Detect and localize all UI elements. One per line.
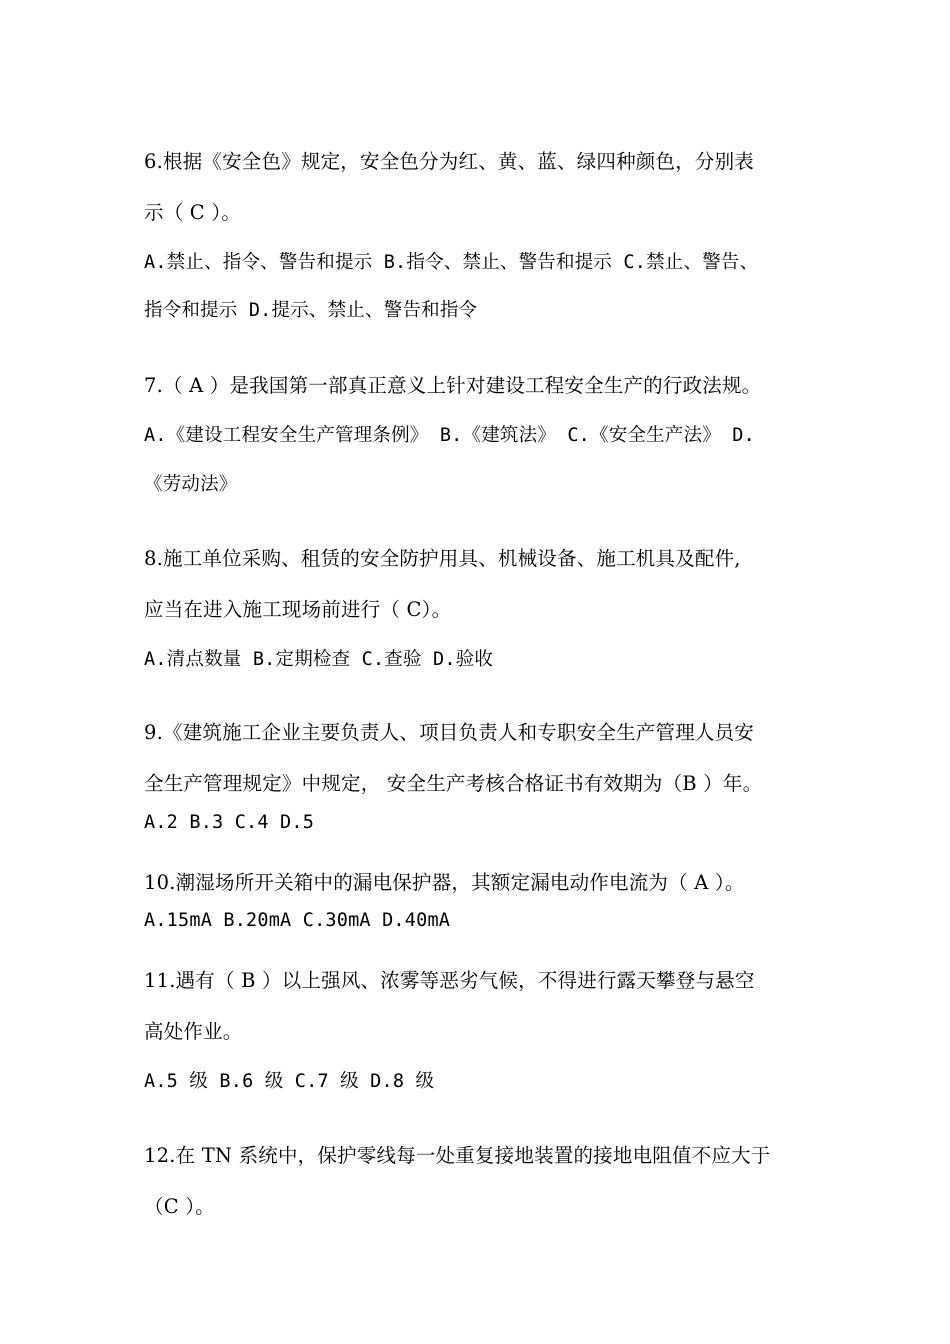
question-6-stem-line-1: 6.根据《安全色》规定，安全色分为红、黄、蓝、绿四种颜色，分别表: [144, 150, 755, 173]
question-9-stem-line-2: 全生产管理规定》中规定， 安全生产考核合格证书有效期为（B ）年。: [144, 772, 763, 795]
question-12-stem-line-1: 12.在 TN 系统中，保护零线每一处重复接地装置的接地电阻值不应大于: [144, 1144, 771, 1167]
question-10-options-line-1: A.15mA B.20mA C.30mA D.40mA: [144, 910, 451, 931]
question-6-options-line-1: A.禁止、指令、警告和提示 B.指令、禁止、警告和提示 C.禁止、警告、: [144, 252, 759, 273]
question-9-options-line-1: A.2 B.3 C.4 D.5: [144, 812, 315, 833]
question-7-options-line-2: 《劳动法》: [144, 474, 238, 495]
question-12-stem-line-2: （C ）。: [144, 1195, 215, 1218]
question-8-stem-line-2: 应当在进入施工现场前进行（ C）。: [144, 598, 452, 621]
question-9-stem-line-1: 9.《建筑施工企业主要负责人、项目负责人和专职安全生产管理人员安: [144, 721, 755, 744]
question-11-stem-line-2: 高处作业。: [144, 1020, 243, 1043]
question-8-stem-line-1: 8.施工单位采购、租赁的安全防护用具、机械设备、施工机具及配件,: [144, 547, 741, 570]
question-11-options-line-1: A.5 级 B.6 级 C.7 级 D.8 级: [144, 1071, 435, 1092]
question-6-stem-line-2: 示（ C ）。: [144, 201, 241, 224]
question-11-stem-line-1: 11.遇有（ B ）以上强风、浓雾等恶劣气候，不得进行露天攀登与悬空: [144, 969, 755, 992]
question-7-options-line-1: A.《建设工程安全生产管理条例》 B.《建筑法》 C.《安全生产法》 D.: [144, 425, 755, 446]
question-10-stem-line-1: 10.潮湿场所开关箱中的漏电保护器，其额定漏电动作电流为（ A ）。: [144, 871, 745, 894]
question-8-options-line-1: A.清点数量 B.定期检查 C.查验 D.验收: [144, 649, 494, 670]
question-6-options-line-2: 指令和提示 D.提示、禁止、警告和指令: [144, 300, 478, 321]
question-7-stem-line-1: 7.（ A ）是我国第一部真正意义上针对建设工程安全生产的行政法规。: [144, 374, 762, 397]
